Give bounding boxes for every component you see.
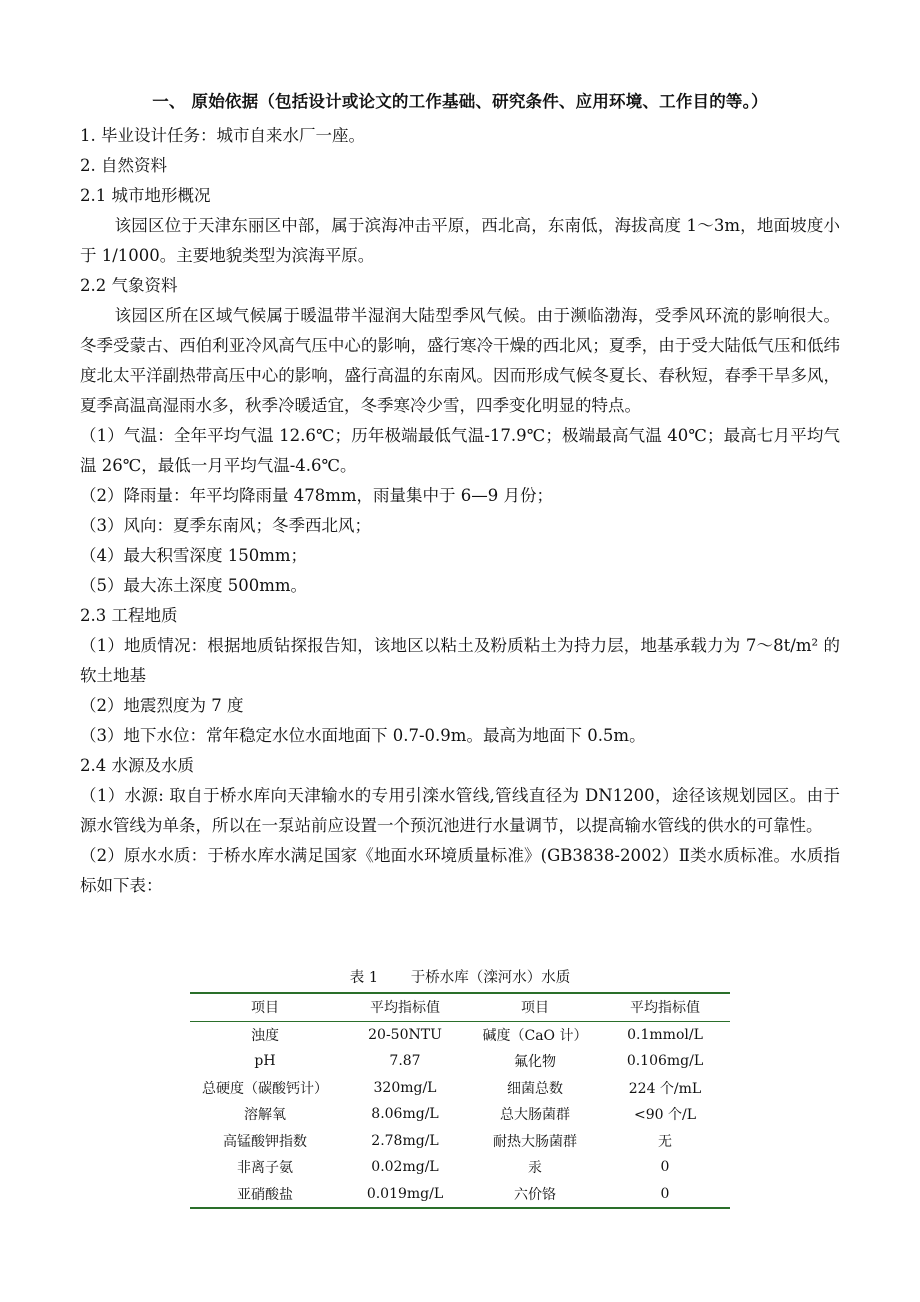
paragraph: （3）风向：夏季东南风；冬季西北风； (80, 516, 371, 535)
table-title: 于桥水库（滦河水）水质 (410, 970, 571, 986)
table-cell: 8.06mg/L (371, 1106, 439, 1123)
table-cell: 氟化物 (514, 1054, 556, 1071)
table-cell: 0 (600, 1181, 730, 1209)
paragraph: 该园区位于天津东丽区中部，属于滨海冲击平原，西北高，东南低，海拔高度 1～3m，地面坡度小于 1/1000。主要地貌类型为滨海平原。 (80, 216, 840, 265)
paragraph: 1. 毕业设计任务：城市自来水厂一座。 (80, 126, 365, 145)
paragraph: （1）气温：全年平均气温 12.6℃；历年极端最低气温-17.9℃；极端最高气温 40℃；最高七月平均气温 26℃，最低一月平均气温-4.6℃。 (80, 426, 840, 475)
paragraph: 2.3 工程地质 (80, 606, 178, 625)
table-number: 表 1 (349, 970, 379, 986)
header-item-2: 项目 (470, 993, 600, 1021)
table-cell: 总硬度（碳酸钙计） (202, 1080, 328, 1097)
table-row (190, 1181, 730, 1209)
table-cell: 浊度 (251, 1027, 279, 1044)
table-cell: 高锰酸钾指数 (223, 1133, 307, 1150)
table-row (190, 1154, 730, 1181)
section-heading: 一、 原始依据（包括设计或论文的工作基础、研究条件、应用环境、工作目的等。） (152, 92, 768, 111)
table-row (190, 1021, 730, 1048)
table-cell: 六价铬 (470, 1181, 600, 1209)
table-cell: 0.106mg/L (626, 1053, 704, 1070)
table-cell: 0.02mg/L (371, 1159, 439, 1176)
paragraph: 2.2 气象资料 (80, 276, 178, 295)
paragraph: （1）水源: 取自于桥水库向天津输水的专用引滦水管线,管线直径为 DN1200，途径该规划园区。由于源水管线为单条，所以在一泵站前应设置一个预沉池进行水量调节，以提高输水管线的供水的可靠性。 (80, 786, 840, 835)
table-header-row (190, 993, 730, 1021)
table-cell: 碱度（CaO 计） (482, 1027, 588, 1044)
paragraph: 2.4 水源及水质 (80, 756, 194, 775)
header-value-2: 平均指标值 (600, 993, 730, 1021)
table-cell: 亚硝酸盐 (190, 1181, 340, 1209)
header-value-1: 平均指标值 (340, 993, 470, 1021)
table-cell: pH (254, 1053, 276, 1070)
paragraph: （5）最大冻土深度 500mm。 (80, 576, 308, 595)
table-row (190, 1101, 730, 1128)
table-cell: 320mg/L (373, 1079, 437, 1096)
table-cell: 溶解氧 (244, 1107, 286, 1124)
paragraph: （2）地震烈度为 7 度 (80, 696, 244, 715)
table-cell: 7.87 (389, 1053, 421, 1070)
table-cell: 20-50NTU (368, 1026, 442, 1043)
paragraph: （2）原水水质：于桥水库水满足国家《地面水环境质量标准》(GB3838-2002）Ⅱ类水质标准。水质指标如下表： (80, 846, 840, 895)
table-cell: 224 个/mL (628, 1080, 702, 1097)
table-row (190, 1128, 730, 1155)
paragraph: （2）降雨量：年平均降雨量 478mm，雨量集中于 6—9 月份； (80, 486, 554, 505)
water-quality-table (190, 992, 730, 1209)
paragraph: 2. 自然资料 (80, 156, 167, 175)
paragraph: （3）地下水位：常年稳定水位水面地面下 0.7-0.9m。最高为地面下 0.5m。 (80, 726, 646, 745)
table-cell: 2.78mg/L (371, 1132, 439, 1149)
table-cell: 0.019mg/L (340, 1181, 470, 1209)
table-cell: 0 (660, 1159, 670, 1176)
paragraph: 该园区所在区域气候属于暖温带半湿润大陆型季风气候。由于濒临渤海，受季风环流的影响很大。冬季受蒙古、西伯利亚冷风高气压中心的影响，盛行寒冷干燥的西北风；夏季，由于受大陆低气压和低纬度北太平洋副热带高压中心的影响，盛行高温的东南风。因而形成气候冬夏长、春秋短，春季干旱多风，夏季高温高湿雨水多，秋季冷暖适宜，冬季寒冷少雪，四季变化明显的特点。 (80, 306, 840, 415)
table-cell: 耐热大肠菌群 (493, 1133, 577, 1150)
table-cell: <90 个/L (633, 1107, 696, 1124)
table-cell: 0.1mmol/L (627, 1026, 703, 1043)
table-row (190, 1048, 730, 1075)
paragraph: （4）最大积雪深度 150mm； (80, 546, 308, 565)
paragraph: 2.1 城市地形概况 (80, 186, 211, 205)
table-cell: 汞 (528, 1160, 542, 1177)
table-cell: 总大肠菌群 (500, 1107, 570, 1124)
table-caption (0, 966, 920, 987)
header-item-1: 项目 (190, 993, 340, 1021)
paragraph: （1）地质情况：根据地质钻探报告知，该地区以粘土及粉质粘土为持力层，地基承载力为 7～8t/m² 的软土地基 (80, 636, 840, 685)
table-row (190, 1075, 730, 1102)
document-body (80, 121, 840, 901)
table-cell: 非离子氨 (237, 1160, 293, 1177)
table-cell: 无 (658, 1133, 672, 1150)
table-cell: 细菌总数 (507, 1080, 563, 1097)
